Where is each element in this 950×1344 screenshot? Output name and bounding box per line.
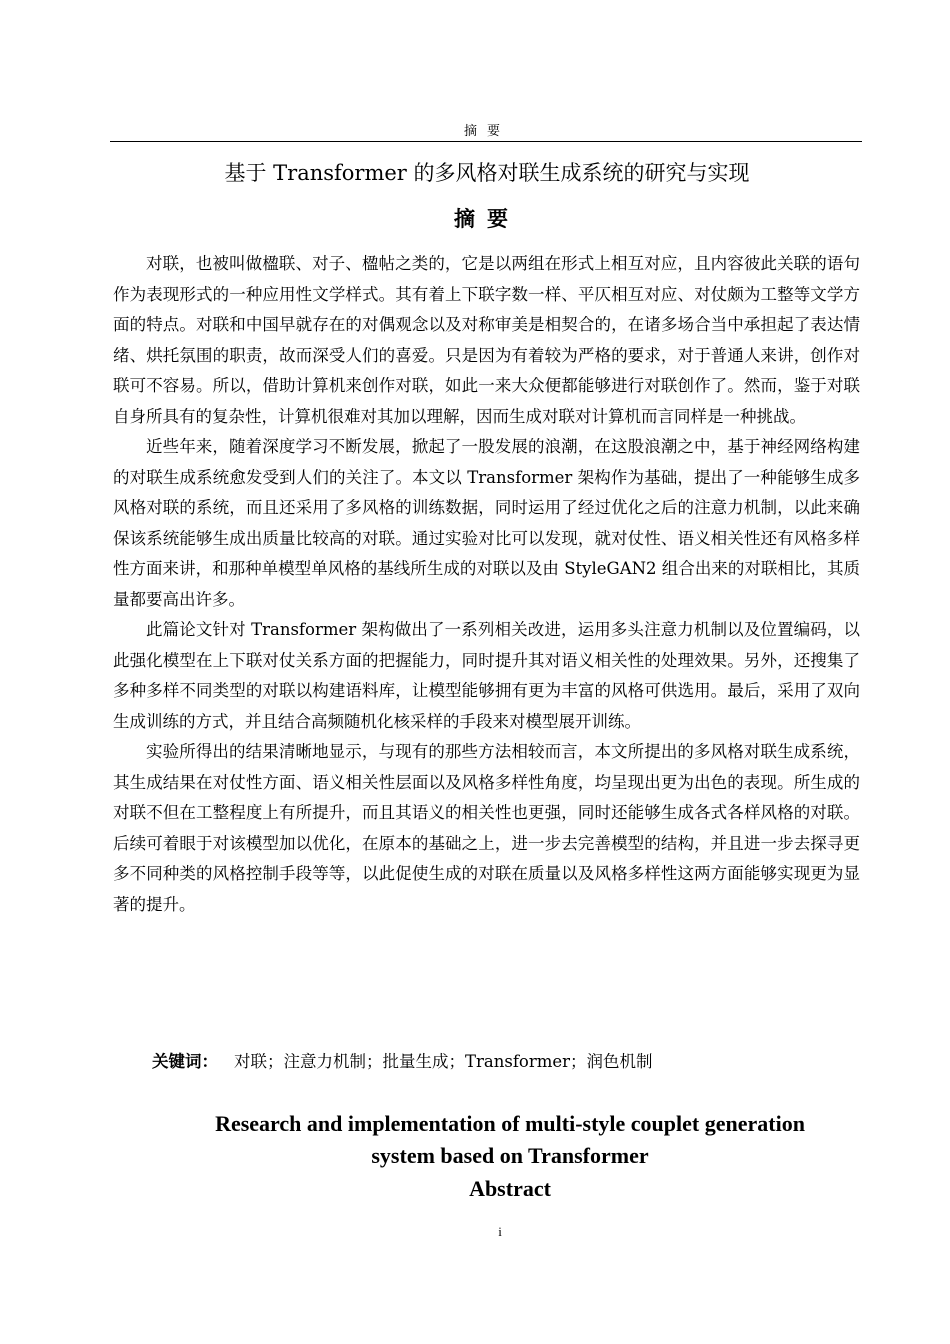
en-title-line-2: system based on Transformer: [371, 1143, 649, 1168]
abstract-paragraph-2: 近些年来，随着深度学习不断发展，掀起了一股发展的浪潮，在这股浪潮之中，基于神经网络构建的对联生成系统愈发受到人们的关注了。本文以 Transformer 架构作为基础，提出了一种能够生成多风格对联的系统，而且还采用了多风格的训练数据，同时运用了经过优化之后的注意力机制，以此来确保该系统能够生成出质量比较高的对联。通过实验对比可以发现，就对仗性、语义相关性还有风格多样性方面来讲，和那种单模型单风格的基线所生成的对联以及由 StyleGAN2 组合出来的对联相比，其质量都要高出许多。: [113, 437, 860, 609]
header-rule: [110, 141, 862, 142]
keywords-text: 对联；注意力机制；批量生成；Transformer；润色机制: [234, 1052, 653, 1071]
en-title: [112, 1108, 908, 1172]
page-number: i: [498, 1224, 502, 1239]
keywords-label: 关键词：: [152, 1052, 218, 1071]
abstract-paragraph-4: 实验所得出的结果清晰地显示，与现有的那些方法相较而言，本文所提出的多风格对联生成系统，其生成结果在对仗性方面、语义相关性层面以及风格多样性角度，均呈现出更为出色的表现。所生成的对联不但在工整程度上有所提升，而且其语义的相关性也更强，同时还能够生成各式各样风格的对联。后续可着眼于对该模型加以优化，在原本的基础之上，进一步去完善模型的结构，并且进一步去探寻更多不同种类的风格控制手段等等，以此促使生成的对联在质量以及风格多样性这两方面能够实现更为显著的提升。: [113, 742, 860, 914]
abstract-paragraph-3: 此篇论文针对 Transformer 架构做出了一系列相关改进，运用多头注意力机制以及位置编码，以此强化模型在上下联对仗关系方面的把握能力，同时提升其对语义相关性的处理效果。另外，还搜集了多种多样不同类型的对联以构建语料库，让模型能够拥有更为丰富的风格可供选用。最后，采用了双向生成训练的方式，并且结合高频随机化核采样的手段来对模型展开训练。: [113, 620, 860, 731]
keywords-line: [152, 1048, 852, 1076]
en-abstract-heading: Abstract: [469, 1176, 551, 1201]
zh-abstract-heading: 摘要: [454, 206, 520, 231]
running-header: 摘要: [463, 124, 510, 139]
abstract-paragraph-1: 对联，也被叫做楹联、对子、楹帖之类的，它是以两组在形式上相互对应，且内容彼此关联的语句作为表现形式的一种应用性文学样式。其有着上下联字数一样、平仄相互对应、对仗颇为工整等文学方面的特点。对联和中国早就存在的对偶观念以及对称审美是相契合的，在诸多场合当中承担起了表达情绪、烘托氛围的职责，故而深受人们的喜爱。只是因为有着较为严格的要求，对于普通人来讲，创作对联可不容易。所以，借助计算机来创作对联，如此一来大众便都能够进行对联创作了。然而，鉴于对联自身所具有的复杂性，计算机很难对其加以理解，因而生成对联对计算机而言同样是一种挑战。: [113, 254, 860, 426]
en-title-line-1: Research and implementation of multi-style couplet generation: [215, 1111, 805, 1136]
zh-title: 基于 Transformer 的多风格对联生成系统的研究与实现: [224, 161, 750, 185]
zh-abstract-body: [113, 249, 860, 920]
